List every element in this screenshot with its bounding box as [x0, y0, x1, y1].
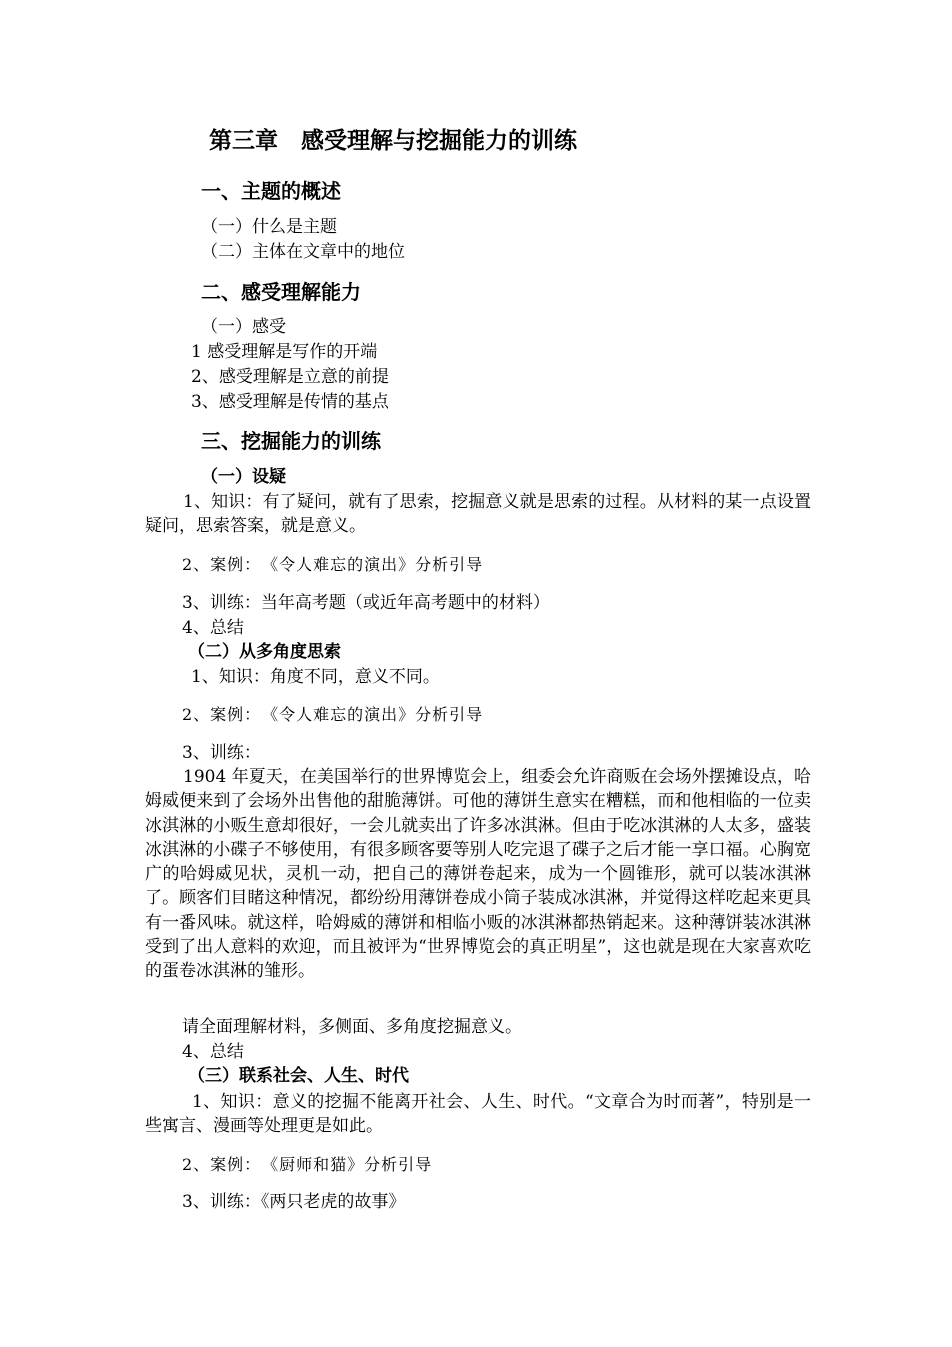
section-2-item: 3、感受理解是传情的基点	[191, 392, 389, 412]
sub2-knowledge: 1、知识：角度不同，意义不同。	[191, 667, 440, 687]
section-3-heading: 三、挖掘能力的训练	[201, 429, 381, 453]
subsection-1-heading: （一）设疑	[201, 467, 286, 487]
sub1-knowledge-paragraph: 1、知识：有了疑问，就有了思索，挖掘意义就是思索的过程。从材料的某一点设置疑问，思索答案，就是意义。	[145, 492, 811, 537]
section-1-heading: 一、主题的概述	[201, 179, 341, 203]
sub2-story-paragraph: 1904 年夏天，在美国举行的世界博览会上，组委会允许商贩在会场外摆摊设点，哈姆威便来到了会场外出售他的甜脆薄饼。可他的薄饼生意实在糟糕，而和他相临的一位卖冰淇淋的小贩生意却很好，一会儿就卖出了许多冰淇淋。但由于吃冰淇淋的人太多，盛装冰淇淋的小碟子不够使用，有很多顾客要等别人吃完退了碟子之后才能一享口福。心胸宽广的哈姆威见状，灵机一动，把自己的薄饼卷起来，成为一个圆锥形，就可以装冰淇淋了。顾客们目睹这种情况，都纷纷用薄饼卷成小筒子装成冰淇淋，并觉得这样吃起来更具有一番风味。就这样，哈姆威的薄饼和相临小贩的冰淇淋都热销起来。这种薄饼装冰淇淋受到了出人意料的欢迎，而且被评为“世界博览会的真正明星”，这也就是现在大家喜欢吃的蛋卷冰淇淋的雏形。	[145, 767, 811, 982]
section-2-item: （一）感受	[201, 317, 286, 337]
sub2-instruction: 请全面理解材料，多侧面、多角度挖掘意义。	[182, 1017, 522, 1037]
sub3-knowledge-paragraph: 1、知识：意义的挖掘不能离开社会、人生、时代。“文章合为时而著”，特别是一些寓言、漫画等处理更是如此。	[145, 1092, 811, 1137]
section-1-item: （一）什么是主题	[201, 217, 337, 237]
sub1-case: 2、案例： 《令人难忘的演出》分析引导	[182, 555, 484, 574]
section-1-item: （二）主体在文章中的地位	[201, 242, 405, 262]
sub2-case: 2、案例： 《令人难忘的演出》分析引导	[182, 705, 484, 724]
sub3-training: 3、训练：《两只老虎的故事》	[182, 1192, 406, 1212]
chapter-title: 第三章 感受理解与挖掘能力的训练	[209, 127, 577, 154]
section-2-item: 1 感受理解是写作的开端	[191, 342, 378, 362]
section-2-item: 2、感受理解是立意的前提	[191, 367, 389, 387]
subsection-3-heading: （三）联系社会、人生、时代	[188, 1066, 409, 1086]
sub1-summary: 4、总结	[182, 618, 244, 638]
section-2-heading: 二、感受理解能力	[201, 280, 361, 304]
sub1-training: 3、训练：当年高考题（或近年高考题中的材料）	[182, 593, 550, 613]
sub2-summary: 4、总结	[182, 1042, 244, 1062]
sub2-training: 3、训练：	[182, 743, 261, 763]
sub3-case: 2、案例： 《厨师和猫》分析引导	[182, 1155, 433, 1174]
subsection-2-heading: （二）从多角度思索	[188, 642, 341, 662]
